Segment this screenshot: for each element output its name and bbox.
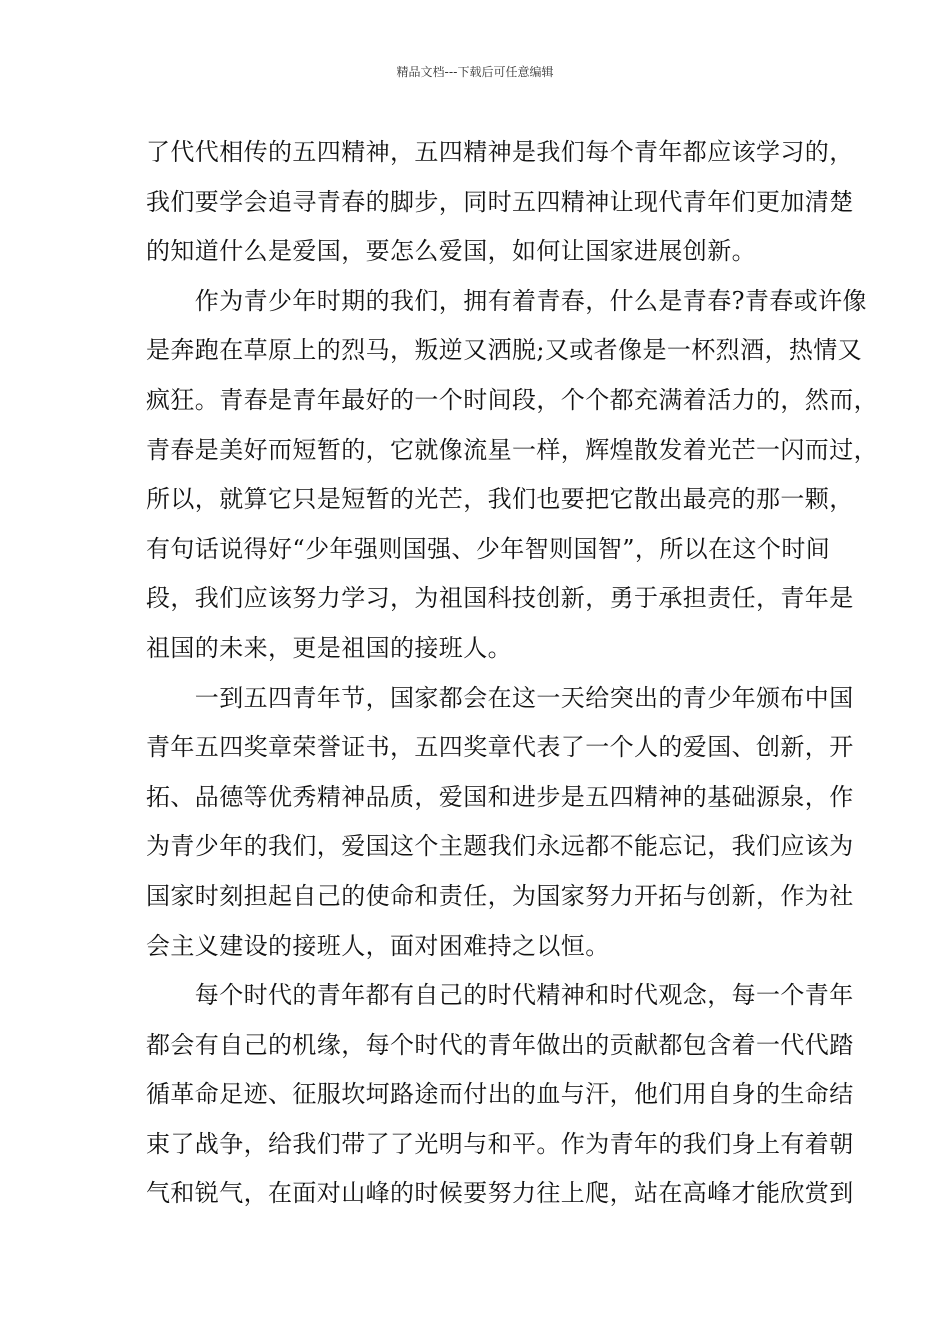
text-line: 祖国的未来，更是祖国的接班人。 bbox=[146, 633, 512, 662]
text-line: 会主义建设的接班人，面对困难持之以恒。 bbox=[146, 931, 610, 960]
text-line: 青年五四奖章荣誉证书，五四奖章代表了一个人的爱国、创新，开 bbox=[146, 733, 854, 762]
text-line: 是奔跑在草原上的烈马，叛逆又洒脱;又或者像是一杯烈酒，热情又 bbox=[146, 336, 863, 365]
text-line: 每个时代的青年都有自己的时代精神和时代观念，每一个青年 bbox=[146, 981, 854, 1010]
text-line: 青春是美好而短暂的，它就像流星一样，辉煌散发着光芒一闪而过， bbox=[146, 435, 878, 464]
text-line: 疯狂。青春是青年最好的一个时间段，个个都充满着活力的，然而， bbox=[146, 385, 878, 414]
text-line: 气和锐气，在面对山峰的时候要努力往上爬，站在高峰才能欣赏到 bbox=[146, 1179, 854, 1208]
text-line: 都会有自己的机缘，每个时代的青年做出的贡献都包含着一代代踏 bbox=[146, 1030, 854, 1059]
page-header: 精品文档---下载后可任意编辑 bbox=[396, 65, 554, 79]
body-text bbox=[146, 128, 878, 1219]
text-line: 有句话说得好“少年强则国强、少年智则国智”，所以在这个时间 bbox=[146, 534, 831, 563]
text-line: 国家时刻担起自己的使命和责任，为国家努力开拓与创新，作为社 bbox=[146, 881, 854, 910]
text-line: 段，我们应该努力学习，为祖国科技创新，勇于承担责任，青年是 bbox=[146, 584, 854, 613]
text-line: 束了战争，给我们带了了光明与和平。作为青年的我们身上有着朝 bbox=[146, 1129, 854, 1158]
text-line: 了代代相传的五四精神，五四精神是我们每个青年都应该学习的， bbox=[146, 138, 854, 166]
text-line: 作为青少年时期的我们，拥有着青春，什么是青春?青春或许像 bbox=[146, 286, 867, 315]
text-line: 为青少年的我们，爱国这个主题我们永远都不能忘记，我们应该为 bbox=[146, 832, 854, 861]
text-line: 所以，就算它只是短暂的光芒，我们也要把它散出最亮的那一颗， bbox=[146, 485, 854, 514]
text-line: 拓、品德等优秀精神品质，爱国和进步是五四精神的基础源泉，作 bbox=[146, 782, 854, 811]
text-line: 的知道什么是爱国，要怎么爱国，如何让国家进展创新。 bbox=[146, 237, 756, 266]
text-line: 循革命足迹、征服坎坷路途而付出的血与汗，他们用自身的生命结 bbox=[146, 1080, 854, 1109]
text-line: 一到五四青年节，国家都会在这一天给突出的青少年颁布中国 bbox=[146, 683, 854, 712]
text-line: 我们要学会追寻青春的脚步，同时五四精神让现代青年们更加清楚 bbox=[146, 187, 854, 216]
